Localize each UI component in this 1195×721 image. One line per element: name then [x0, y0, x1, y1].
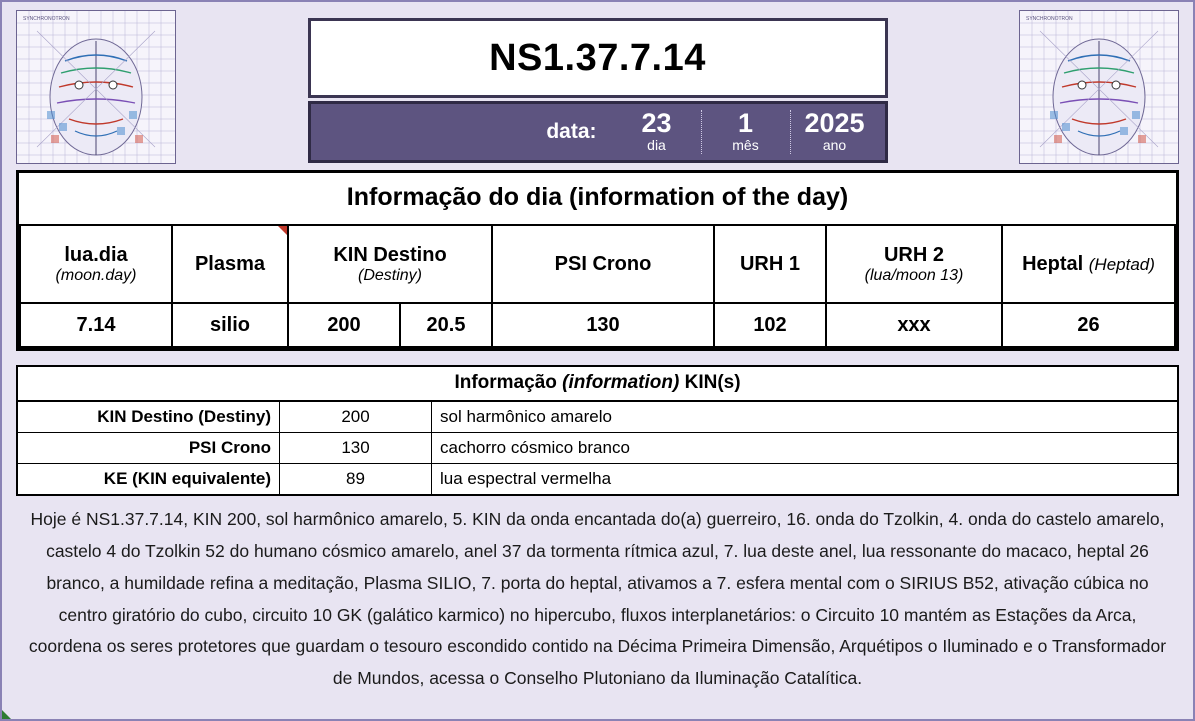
col-urh1 [714, 225, 826, 303]
value-plasma: silio [172, 303, 288, 347]
table-row [20, 303, 1175, 347]
kin-row-0-desc: sol harmônico amarelo [432, 402, 1178, 433]
date-bar [308, 101, 888, 163]
title-and-date [248, 18, 948, 163]
svg-text:SYNCHRONOTRON: SYNCHRONOTRON [23, 16, 70, 22]
kin-heading-pt: Informação [454, 372, 557, 393]
kin-info-table [18, 402, 1177, 494]
day-info-panel [16, 170, 1179, 351]
col-plasma [172, 225, 288, 303]
date-month-value: 1 [737, 107, 754, 138]
kin-row-2-desc: lua espectral vermelha [432, 464, 1178, 495]
col-urh2-sub: (lua/moon 13) [864, 266, 964, 284]
kin-row-0-label: KIN Destino (Destiny) [18, 402, 280, 433]
col-urh2 [826, 225, 1002, 303]
kin-row-2-value: 89 [280, 464, 432, 495]
value-urh2: xxx [826, 303, 1002, 347]
day-info-table [19, 224, 1176, 348]
date-day [613, 107, 701, 154]
synchronotron-logo-left [16, 10, 176, 164]
synchronotron-logo-right [1019, 10, 1179, 164]
value-psi-crono: 130 [492, 303, 714, 347]
page-title: NS1.37.7.14 [489, 36, 706, 79]
table-row [18, 464, 1177, 495]
logo-artwork-icon [17, 11, 175, 163]
date-month-unit: mês [732, 137, 759, 154]
col-kin-destino [288, 225, 492, 303]
col-heptal [1002, 225, 1175, 303]
logo-artwork-icon [1020, 11, 1178, 163]
col-kin-destino-sub: (Destiny) [357, 266, 422, 284]
formula-marker-icon [2, 710, 11, 719]
col-plasma-label: Plasma [194, 252, 266, 275]
kin-row-2-label: KE (KIN equivalente) [18, 464, 280, 495]
date-label: data: [546, 120, 597, 143]
table-header-row [20, 225, 1175, 303]
kin-heading-tail: KIN(s) [684, 372, 741, 393]
comment-marker-icon [278, 226, 287, 235]
kin-heading-en: (information) [562, 372, 680, 393]
svg-text:SYNCHRONOTRON: SYNCHRONOTRON [1026, 16, 1073, 22]
col-psi-crono [492, 225, 714, 303]
date-month [701, 107, 790, 154]
date-year [790, 107, 879, 154]
value-lua-dia: 7.14 [20, 303, 172, 347]
col-urh2-label: URH 2 [883, 243, 944, 266]
kin-row-1-desc: cachorro cósmico branco [432, 433, 1178, 464]
col-heptal-sub: (Heptad) [1088, 254, 1155, 274]
value-kin-destino-extra: 20.5 [400, 303, 492, 347]
col-lua-dia [20, 225, 172, 303]
kin-row-1-label: PSI Crono [18, 433, 280, 464]
kin-row-1-value: 130 [280, 433, 432, 464]
col-lua-dia-label: lua.dia [64, 243, 128, 266]
col-kin-destino-label: KIN Destino [333, 243, 447, 266]
kin-info-heading [18, 367, 1177, 402]
date-day-unit: dia [647, 137, 666, 154]
title-box [308, 18, 888, 98]
kin-row-0-value: 200 [280, 402, 432, 433]
date-year-value: 2025 [804, 107, 865, 138]
table-row [18, 402, 1177, 433]
value-kin-destino: 200 [288, 303, 400, 347]
daily-description-paragraph: Hoje é NS1.37.7.14, KIN 200, sol harmônico amarelo, 5. KIN da onda encantada do(a) guerreiro, 16. onda do Tzolkin, 4. onda do castelo amarelo, castelo 4 do Tzolkin 52 do humano cósmico amarelo, anel 37 da tormenta rítmica azul, 7. lua deste anel, lua ressonante do macaco, heptal 26 branco, a humildade refina a meditação, Plasma SILIO, 7. porta do heptal, ativamos a 7. esfera mental com o SIRIUS B52, ativação cúbica no centro giratório do cubo, circuito 10 GK (galático karmico) no hipercubo, fluxos interplanetários: o Circuito 10 mantém as Estações da Arca, coordena os seres protetores que guardam o tesouro escondido contido na Décima Primeira Dimensão, Arquétipos o Iluminado e o Transformador de Mundos, acessa o Conselho Plutoniano da Iluminação Catalítica. [28, 509, 1167, 689]
header-bar [2, 2, 1193, 170]
value-urh1: 102 [714, 303, 826, 347]
col-urh1-label: URH 1 [739, 252, 800, 275]
col-lua-dia-sub: (moon.day) [55, 266, 137, 284]
date-year-unit: ano [822, 137, 847, 154]
day-info-heading: Informação do dia (information of the day) [19, 173, 1176, 224]
kin-info-panel [16, 365, 1179, 496]
col-psi-crono-label: PSI Crono [554, 252, 652, 275]
date-day-value: 23 [641, 107, 672, 138]
col-heptal-label: Heptal [1022, 252, 1084, 275]
value-heptal: 26 [1002, 303, 1175, 347]
table-row [18, 433, 1177, 464]
